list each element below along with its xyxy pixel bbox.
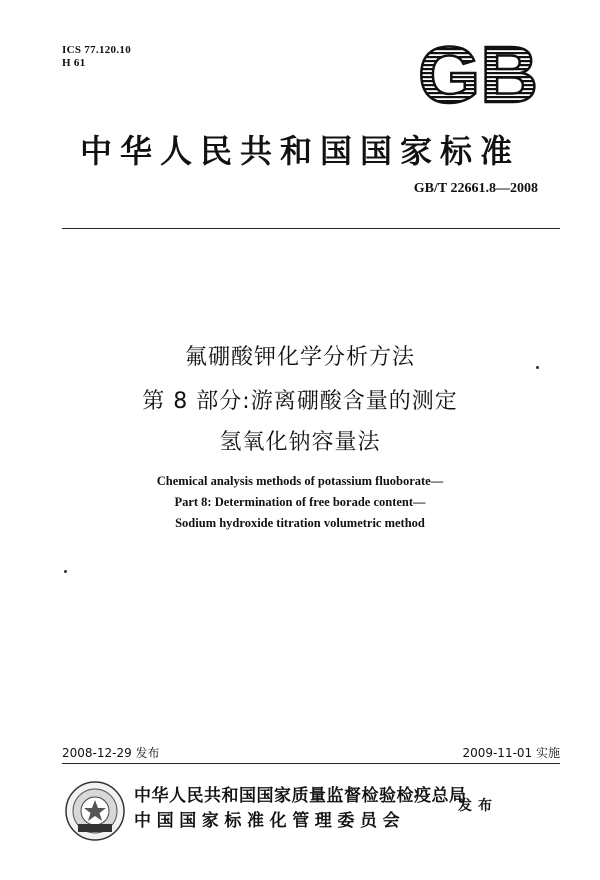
issuing-authority-title: 中华人民共和国国家标准 — [79, 132, 520, 170]
implementation-date: 2009-11-01 实施 — [462, 746, 560, 760]
scan-speck — [64, 570, 67, 573]
chinese-title-line-3: 氢氧化钠容量法 — [219, 430, 381, 455]
english-title-line-3: Sodium hydroxide titration volumetric method — [175, 516, 425, 530]
publish-label: 发布 — [458, 798, 498, 814]
chinese-title-line-1: 氟硼酸钾化学分析方法 — [184, 345, 415, 370]
gb-logo — [416, 36, 540, 110]
svg-text:GB: GB — [418, 36, 538, 110]
ccs-code: H 61 — [62, 57, 86, 69]
standard-number: GB/T 22661.8—2008 — [413, 181, 538, 196]
scan-speck — [536, 366, 539, 369]
english-title-line-1: Chemical analysis methods of potassium fluoborate— — [156, 474, 444, 488]
chinese-title-line-2: 第 8 部分:游离硼酸含量的测定 — [142, 389, 458, 414]
footer-divider — [62, 763, 560, 764]
issuer-aqsiq: 中华人民共和国国家质量监督检验检疫总局 — [134, 786, 467, 806]
ics-code: ICS 77.120.10 — [62, 44, 131, 56]
issuer-sac: 中国国家标准化管理委员会 — [134, 811, 406, 831]
issue-date: 2008-12-29 发布 — [62, 746, 160, 760]
english-title-line-2: Part 8: Determination of free borade content— — [174, 495, 426, 509]
header-divider — [62, 228, 560, 229]
official-seal-emblem — [64, 780, 126, 842]
